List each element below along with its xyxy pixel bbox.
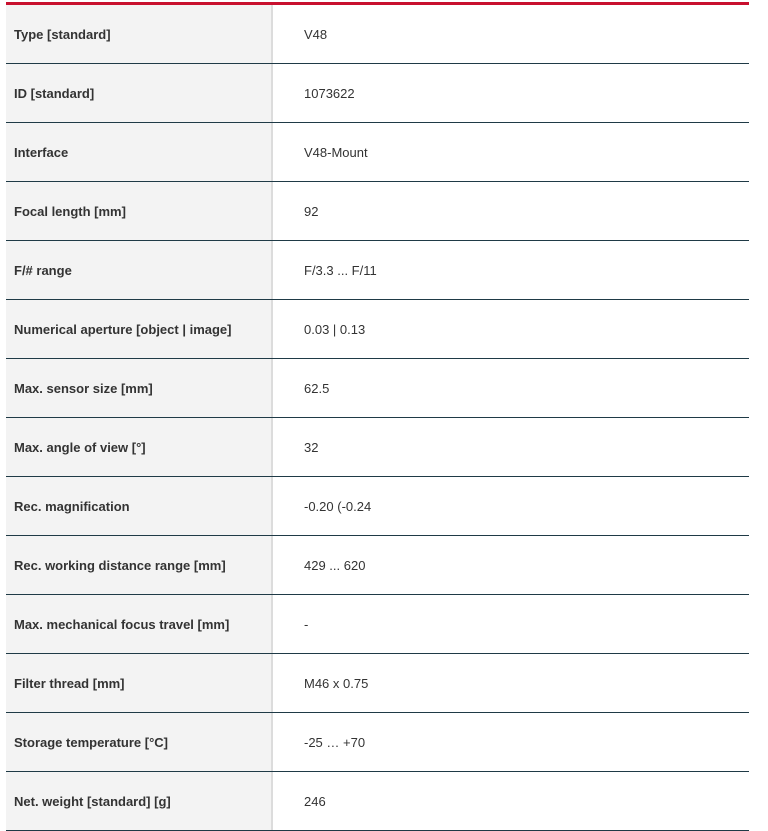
spec-value-f-range: F/3.3 ... F/11 bbox=[304, 262, 377, 278]
spec-label-focus-travel: Max. mechanical focus travel [mm] bbox=[6, 595, 273, 653]
spec-table bbox=[6, 2, 749, 831]
table-row bbox=[6, 5, 749, 64]
spec-value-sensor-size: 62.5 bbox=[304, 380, 330, 396]
spec-value-working-distance: 429 ... 620 bbox=[304, 557, 366, 573]
table-row bbox=[6, 418, 749, 477]
spec-label-type: Type [standard] bbox=[6, 5, 273, 63]
spec-label-working-distance: Rec. working distance range [mm] bbox=[6, 536, 273, 594]
table-row bbox=[6, 241, 749, 300]
table-row bbox=[6, 300, 749, 359]
table-row bbox=[6, 536, 749, 595]
spec-label-id: ID [standard] bbox=[6, 64, 273, 122]
spec-value-angle-of-view: 32 bbox=[304, 439, 319, 455]
spec-value-filter-thread: M46 x 0.75 bbox=[304, 675, 369, 691]
spec-value-numerical-aperture: 0.03 | 0.13 bbox=[304, 321, 366, 337]
spec-label-focal-length: Focal length [mm] bbox=[6, 182, 273, 240]
spec-label-storage-temperature: Storage temperature [°C] bbox=[6, 713, 273, 771]
table-row bbox=[6, 595, 749, 654]
table-row bbox=[6, 64, 749, 123]
spec-value-focus-travel: - bbox=[304, 616, 309, 632]
spec-value-storage-temperature: -25 … +70 bbox=[304, 734, 366, 750]
table-row bbox=[6, 123, 749, 182]
spec-value-net-weight: 246 bbox=[304, 793, 326, 809]
table-row bbox=[6, 477, 749, 536]
spec-value-magnification: -0.20 (-0.24 bbox=[304, 498, 372, 514]
spec-value-interface: V48-Mount bbox=[304, 144, 368, 160]
table-row bbox=[6, 713, 749, 772]
spec-label-numerical-aperture: Numerical aperture [object | image] bbox=[6, 300, 273, 358]
spec-value-id: 1073622 bbox=[304, 85, 355, 101]
spec-label-angle-of-view: Max. angle of view [°] bbox=[6, 418, 273, 476]
spec-label-net-weight: Net. weight [standard] [g] bbox=[6, 772, 273, 830]
spec-label-interface: Interface bbox=[6, 123, 273, 181]
spec-value-type: V48 bbox=[304, 26, 328, 42]
table-row bbox=[6, 654, 749, 713]
spec-label-f-range: F/# range bbox=[6, 241, 273, 299]
table-row bbox=[6, 772, 749, 831]
table-row bbox=[6, 182, 749, 241]
table-row bbox=[6, 359, 749, 418]
spec-label-magnification: Rec. magnification bbox=[6, 477, 273, 535]
spec-label-sensor-size: Max. sensor size [mm] bbox=[6, 359, 273, 417]
spec-label-filter-thread: Filter thread [mm] bbox=[6, 654, 273, 712]
spec-value-focal-length: 92 bbox=[304, 203, 319, 219]
